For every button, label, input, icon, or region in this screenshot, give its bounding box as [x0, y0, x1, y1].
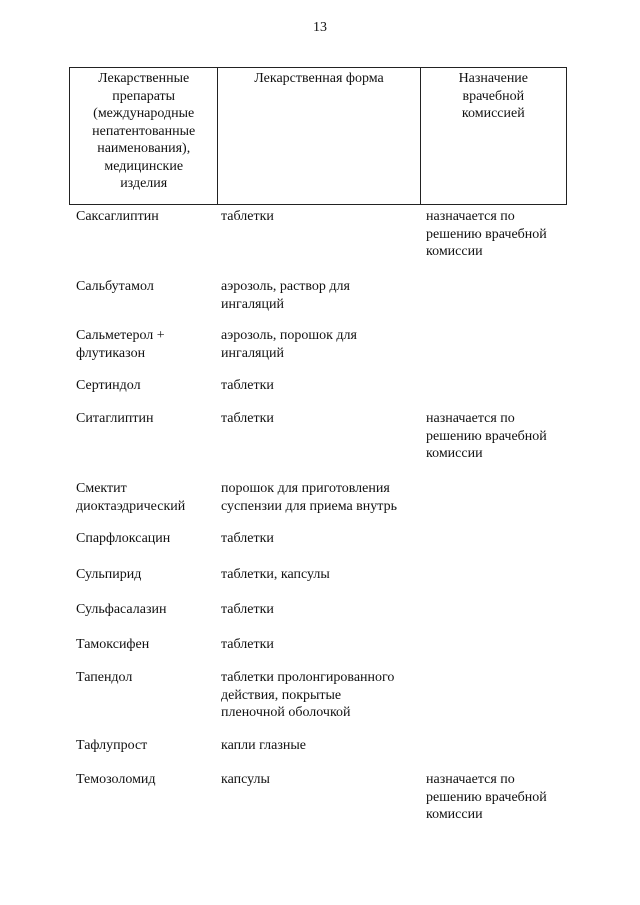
dosage-form: аэрозоль, порошок для ингаляций	[221, 328, 357, 361]
dosage-form: таблетки	[221, 531, 274, 546]
dosage-form: таблетки	[221, 637, 274, 652]
dosage-form: таблетки пролонгированного действия, покрытые пленочной оболочкой	[221, 670, 395, 720]
dosage-form: таблетки	[221, 411, 274, 426]
header-drug-names: Лекарственные препараты (международные непатентованные наименования), медицинские изделия	[92, 71, 196, 191]
commission-note: назначается по решению врачебной комиссии	[426, 411, 547, 461]
drug-name: Сальбутамол	[76, 279, 154, 294]
drug-name: Тафлупрост	[76, 738, 148, 753]
dosage-form: аэрозоль, раствор для ингаляций	[221, 279, 350, 312]
dosage-form: таблетки	[221, 209, 274, 224]
header-dosage-form: Лекарственная форма	[217, 68, 419, 204]
dosage-form: порошок для приготовления суспензии для приема внутрь	[221, 481, 397, 514]
drug-name: Саксаглиптин	[76, 209, 159, 224]
commission-note: назначается по решению врачебной комиссии	[426, 209, 547, 259]
dosage-form: таблетки, капсулы	[221, 567, 330, 582]
drug-name: Тамоксифен	[76, 637, 150, 652]
drug-name: Тапендол	[76, 670, 133, 685]
drug-name: Сертиндол	[76, 378, 141, 393]
page-number: 13	[313, 20, 327, 35]
header-commission: Назначение врачебной комиссией	[420, 68, 566, 204]
drug-name: Смектит диоктаэдрический	[76, 481, 186, 514]
dosage-form: таблетки	[221, 378, 274, 393]
drug-name: Сальметерол + флутиказон	[76, 328, 165, 361]
table-header	[69, 67, 567, 205]
drug-name: Сульфасалазин	[76, 602, 167, 617]
drug-name: Спарфлоксацин	[76, 531, 171, 546]
dosage-form: капсулы	[221, 772, 270, 787]
drug-name: Сульпирид	[76, 567, 142, 582]
commission-note: назначается по решению врачебной комиссии	[426, 772, 547, 822]
drug-name: Ситаглиптин	[76, 411, 154, 426]
drug-name: Темозоломид	[76, 772, 156, 787]
dosage-form: таблетки	[221, 602, 274, 617]
dosage-form: капли глазные	[221, 738, 306, 753]
